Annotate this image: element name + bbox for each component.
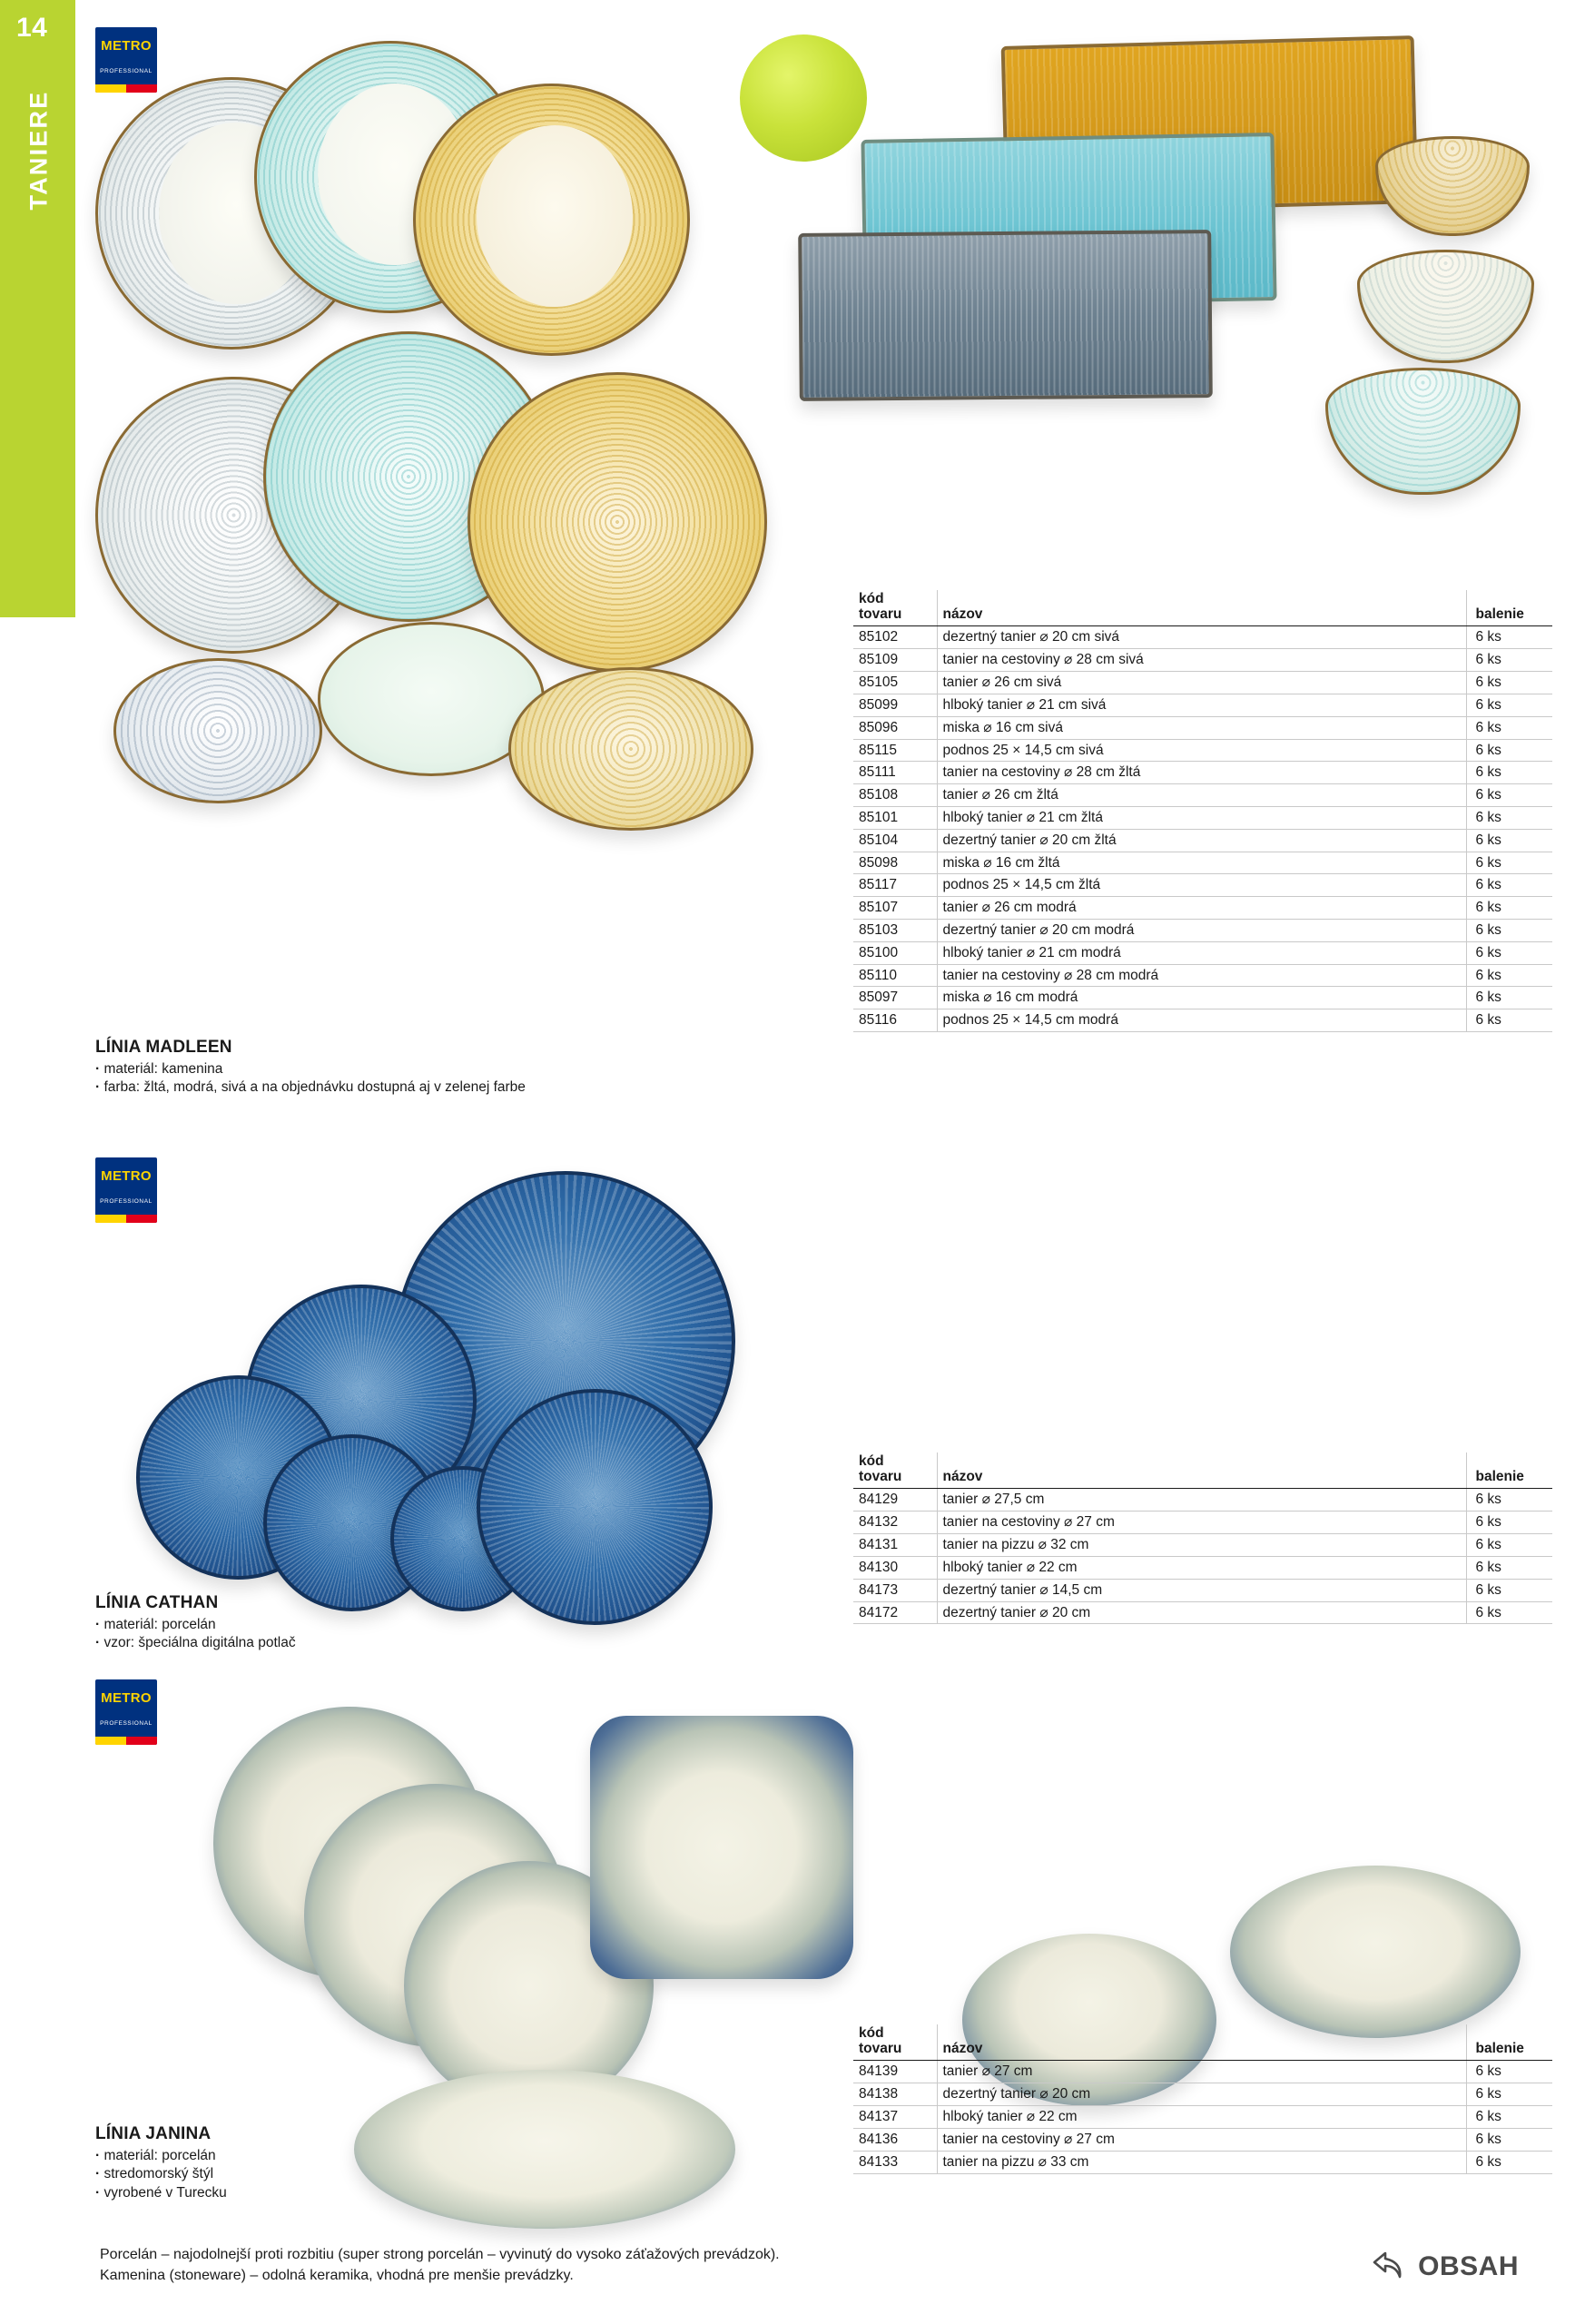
obsah-button[interactable] (1365, 2250, 1519, 2284)
cell-code: 85109 (853, 649, 937, 672)
table-row (853, 941, 1552, 964)
col-header-code-line1: kód (859, 1453, 884, 1469)
table-row (853, 694, 1552, 716)
table-row (853, 964, 1552, 987)
cell-pack: 6 ks (1466, 672, 1552, 694)
line-bullet-madleen-1: · farba: žltá, modrá, sivá a na objednávku dostupná aj v zelenej farbe (95, 1078, 526, 1097)
cell-name: tanier na pizzu ⌀ 33 cm (937, 2151, 1466, 2173)
table-row (853, 672, 1552, 694)
line-bullet-madleen-0: · materiál: kamenina (95, 1060, 526, 1078)
cell-code: 84139 (853, 2061, 937, 2083)
col-header-code (853, 1452, 937, 1489)
cell-code: 84172 (853, 1601, 937, 1624)
col-header-code-line1: kód (859, 591, 884, 606)
line-title-janina: LÍNIA JANINA (95, 2124, 212, 2143)
cell-pack: 6 ks (1466, 806, 1552, 829)
table-row (853, 2106, 1552, 2129)
cell-pack: 6 ks (1466, 2061, 1552, 2083)
green-glass-circle (740, 34, 867, 162)
table-row (853, 852, 1552, 874)
table-row (853, 649, 1552, 672)
col-header-code (853, 2024, 937, 2061)
cell-name: dezertný tanier ⌀ 20 cm (937, 1601, 1466, 1624)
cell-pack: 6 ks (1466, 626, 1552, 649)
table-row (853, 987, 1552, 1009)
table-row (853, 739, 1552, 762)
col-header-pack: balenie (1466, 2024, 1552, 2061)
line-bullet-janina-2: · vyrobené v Turecku (95, 2184, 227, 2202)
cell-pack: 6 ks (1466, 897, 1552, 920)
line-bullet-janina-1: · stredomorský štýl (95, 2165, 227, 2183)
line-block-madleen (95, 1038, 526, 1098)
table-row (853, 626, 1552, 649)
cell-code: 85097 (853, 987, 937, 1009)
cell-pack: 6 ks (1466, 716, 1552, 739)
metro-logo-subtitle: PROFESSIONAL (100, 68, 153, 74)
cell-code: 85107 (853, 897, 937, 920)
cell-name: miska ⌀ 16 cm žltá (937, 852, 1466, 874)
cell-name: hlboký tanier ⌀ 22 cm (937, 2106, 1466, 2129)
cell-name: podnos 25 × 14,5 cm sivá (937, 739, 1466, 762)
col-header-code-line2: tovaru (859, 606, 902, 622)
cell-name: dezertný tanier ⌀ 20 cm (937, 2083, 1466, 2106)
table-row (853, 1579, 1552, 1601)
metro-logo-subtitle: PROFESSIONAL (100, 1198, 153, 1205)
cell-pack: 6 ks (1466, 694, 1552, 716)
table-row (853, 1534, 1552, 1557)
product-table-janina (853, 2024, 1552, 2174)
table-row (853, 2061, 1552, 2083)
cell-code: 85102 (853, 626, 937, 649)
cell-code: 84130 (853, 1556, 937, 1579)
line-title-cathan: LÍNIA CATHAN (95, 1593, 219, 1612)
section-tab (0, 0, 75, 617)
cell-name: tanier na cestoviny ⌀ 28 cm žltá (937, 762, 1466, 784)
table-header-row (853, 2024, 1552, 2061)
cell-code: 85105 (853, 672, 937, 694)
cell-code: 85110 (853, 964, 937, 987)
cell-name: tanier na cestoviny ⌀ 28 cm sivá (937, 649, 1466, 672)
cell-code: 85098 (853, 852, 937, 874)
footer-line-2: Kamenina (stoneware) – odolná keramika, vhodná pre menšie prevádzky. (100, 2267, 574, 2283)
col-header-pack: balenie (1466, 590, 1552, 626)
table-row (853, 897, 1552, 920)
table-row (853, 2083, 1552, 2106)
col-header-code-line2: tovaru (859, 1468, 902, 1484)
cell-pack: 6 ks (1466, 784, 1552, 807)
cell-name: miska ⌀ 16 cm modrá (937, 987, 1466, 1009)
table-row (853, 784, 1552, 807)
cell-pack: 6 ks (1466, 1601, 1552, 1624)
cell-code: 84129 (853, 1489, 937, 1512)
cell-name: tanier na cestoviny ⌀ 28 cm modrá (937, 964, 1466, 987)
footer-note (100, 2244, 780, 2286)
table-row (853, 920, 1552, 942)
cell-pack: 6 ks (1466, 1556, 1552, 1579)
table-row (853, 2128, 1552, 2151)
cell-name: hlboký tanier ⌀ 22 cm (937, 1556, 1466, 1579)
cell-pack: 6 ks (1466, 762, 1552, 784)
table-row (853, 762, 1552, 784)
cell-name: dezertný tanier ⌀ 20 cm sivá (937, 626, 1466, 649)
cell-pack: 6 ks (1466, 852, 1552, 874)
table-row (853, 1009, 1552, 1032)
col-header-code-line2: tovaru (859, 2040, 902, 2056)
cell-pack: 6 ks (1466, 2106, 1552, 2129)
cell-name: hlboký tanier ⌀ 21 cm modrá (937, 941, 1466, 964)
line-bullet-cathan-0: · materiál: porcelán (95, 1616, 296, 1634)
cell-code: 84137 (853, 2106, 937, 2129)
table-row (853, 1556, 1552, 1579)
cell-pack: 6 ks (1466, 987, 1552, 1009)
cell-code: 85100 (853, 941, 937, 964)
cell-name: tanier na cestoviny ⌀ 27 cm (937, 2128, 1466, 2151)
table-row (853, 1512, 1552, 1534)
cell-pack: 6 ks (1466, 2151, 1552, 2173)
cell-pack: 6 ks (1466, 649, 1552, 672)
metro-logo-wordmark: METRO (101, 1168, 152, 1184)
cell-name: tanier ⌀ 26 cm sivá (937, 672, 1466, 694)
metro-logo-wordmark: METRO (101, 38, 152, 54)
cell-name: miska ⌀ 16 cm sivá (937, 716, 1466, 739)
cell-name: hlboký tanier ⌀ 21 cm žltá (937, 806, 1466, 829)
cell-name: tanier ⌀ 27,5 cm (937, 1489, 1466, 1512)
col-header-code (853, 590, 937, 626)
page-number: 14 (16, 13, 48, 43)
cell-code: 84138 (853, 2083, 937, 2106)
cell-pack: 6 ks (1466, 874, 1552, 897)
table-row (853, 874, 1552, 897)
cell-pack: 6 ks (1466, 1009, 1552, 1032)
cell-pack: 6 ks (1466, 739, 1552, 762)
cell-code: 85117 (853, 874, 937, 897)
line-block-cathan (95, 1593, 296, 1653)
cell-code: 85103 (853, 920, 937, 942)
cell-name: tanier na pizzu ⌀ 32 cm (937, 1534, 1466, 1557)
table-row (853, 716, 1552, 739)
table-header-row (853, 590, 1552, 626)
table-row (853, 1489, 1552, 1512)
table-row (853, 806, 1552, 829)
table-header-row (853, 1452, 1552, 1489)
col-header-name: názov (937, 590, 1466, 626)
cell-pack: 6 ks (1466, 941, 1552, 964)
cell-name: podnos 25 × 14,5 cm modrá (937, 1009, 1466, 1032)
cell-code: 85115 (853, 739, 937, 762)
cell-pack: 6 ks (1466, 1534, 1552, 1557)
cell-code: 85111 (853, 762, 937, 784)
line-bullet-janina-0: · materiál: porcelán (95, 2147, 227, 2165)
cell-name: tanier ⌀ 26 cm modrá (937, 897, 1466, 920)
cell-code: 85099 (853, 694, 937, 716)
cell-name: dezertný tanier ⌀ 14,5 cm (937, 1579, 1466, 1601)
cell-pack: 6 ks (1466, 2128, 1552, 2151)
footer-line-1: Porcelán – najodolnejší proti rozbitiu (super strong porcelán – vyvinutý do vysoko záťažových prevádzok). (100, 2246, 780, 2262)
table-row (853, 2151, 1552, 2173)
cell-code: 85101 (853, 806, 937, 829)
cell-code: 84136 (853, 2128, 937, 2151)
product-table-madleen (853, 590, 1552, 1032)
line-title-madleen: LÍNIA MADLEEN (95, 1038, 232, 1057)
col-header-pack: balenie (1466, 1452, 1552, 1489)
cell-name: tanier ⌀ 26 cm žltá (937, 784, 1466, 807)
cell-code: 84131 (853, 1534, 937, 1557)
metro-logo-wordmark: METRO (101, 1690, 152, 1706)
col-header-name: názov (937, 1452, 1466, 1489)
cell-code: 85116 (853, 1009, 937, 1032)
cell-pack: 6 ks (1466, 1489, 1552, 1512)
metro-logo-stripe (95, 1737, 157, 1745)
cell-code: 85108 (853, 784, 937, 807)
metro-logo-janina (95, 1679, 157, 1745)
cell-code: 84132 (853, 1512, 937, 1534)
cell-pack: 6 ks (1466, 920, 1552, 942)
cell-code: 85096 (853, 716, 937, 739)
cell-pack: 6 ks (1466, 1579, 1552, 1601)
cell-code: 84133 (853, 2151, 937, 2173)
cell-name: dezertný tanier ⌀ 20 cm žltá (937, 829, 1466, 852)
product-table-cathan (853, 1452, 1552, 1624)
col-header-name: názov (937, 2024, 1466, 2061)
cell-name: podnos 25 × 14,5 cm žltá (937, 874, 1466, 897)
cell-name: dezertný tanier ⌀ 20 cm modrá (937, 920, 1466, 942)
metro-logo-subtitle: PROFESSIONAL (100, 1720, 153, 1727)
line-block-janina (95, 2124, 227, 2202)
cell-pack: 6 ks (1466, 2083, 1552, 2106)
cell-code: 85104 (853, 829, 937, 852)
line-bullet-cathan-1: · vzor: špeciálna digitálna potlač (95, 1634, 296, 1652)
cell-code: 84173 (853, 1579, 937, 1601)
obsah-label: OBSAH (1418, 2251, 1519, 2281)
section-tab-label: TANIERE (25, 90, 53, 211)
cell-name: tanier ⌀ 27 cm (937, 2061, 1466, 2083)
cell-pack: 6 ks (1466, 829, 1552, 852)
table-row (853, 1601, 1552, 1624)
col-header-code-line1: kód (859, 2025, 884, 2041)
cell-pack: 6 ks (1466, 964, 1552, 987)
back-arrow-icon (1365, 2250, 1409, 2284)
cell-name: tanier na cestoviny ⌀ 27 cm (937, 1512, 1466, 1534)
cathan-product-photo (118, 1162, 844, 1634)
cell-name: hlboký tanier ⌀ 21 cm sivá (937, 694, 1466, 716)
cell-pack: 6 ks (1466, 1512, 1552, 1534)
table-row (853, 829, 1552, 852)
madleen-product-photo (86, 18, 1548, 608)
